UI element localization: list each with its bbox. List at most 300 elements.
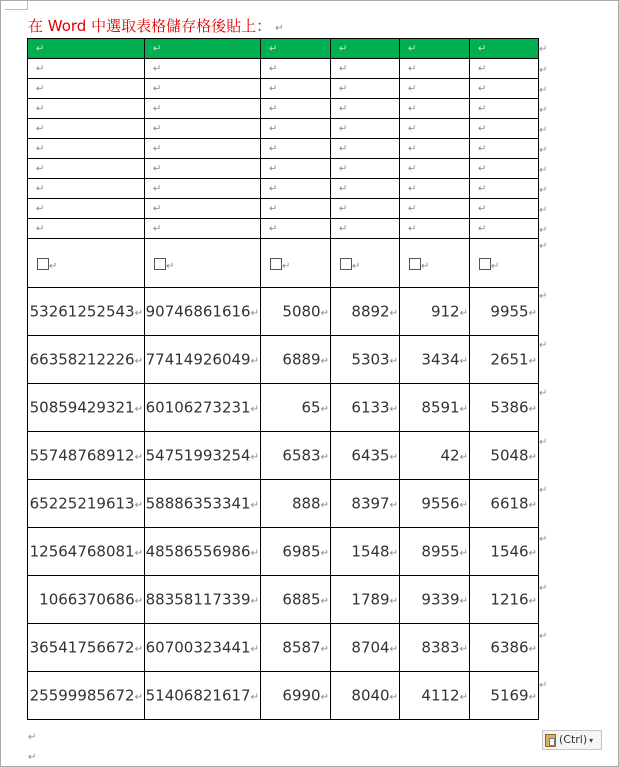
table-cell[interactable] xyxy=(261,576,331,624)
cell-mark-icon: ↵ xyxy=(153,183,162,194)
cell-mark-icon: ↵ xyxy=(320,404,329,416)
cell-mark-icon: ↵ xyxy=(134,452,143,464)
table-cell[interactable] xyxy=(145,219,261,239)
table-cell[interactable] xyxy=(28,672,145,720)
paragraph-mark-icon: ↵ xyxy=(28,732,37,743)
paste-options-button[interactable] xyxy=(542,730,602,750)
cell-value: 1546 xyxy=(490,542,529,561)
cell-mark-icon: ↵ xyxy=(339,123,348,134)
cell-mark-icon: ↵ xyxy=(528,548,537,560)
table-cell[interactable] xyxy=(28,288,145,336)
cell-mark-icon: ↵ xyxy=(153,163,162,174)
cell-value: 8704 xyxy=(351,638,390,657)
table-cell[interactable] xyxy=(261,99,331,119)
row-end-mark-icon: ↵ xyxy=(539,145,548,156)
cell-value: 48586556986 xyxy=(145,542,251,561)
row-end-mark-icon: ↵ xyxy=(539,241,548,252)
table-cell[interactable] xyxy=(400,239,470,288)
table-row[interactable] xyxy=(28,528,539,576)
cell-mark-icon: ↵ xyxy=(134,356,143,368)
cell-mark-icon: ↵ xyxy=(134,548,143,560)
table-cell[interactable] xyxy=(400,384,470,432)
table-cell[interactable] xyxy=(331,159,400,179)
table-cell[interactable] xyxy=(261,239,331,288)
document-title[interactable] xyxy=(28,13,283,39)
cell-mark-icon: ↵ xyxy=(389,548,398,560)
clipboard-icon xyxy=(545,734,556,747)
table-row[interactable] xyxy=(28,672,539,720)
table-cell[interactable] xyxy=(28,199,145,219)
cell-value: 8383 xyxy=(421,638,460,657)
table-header-row[interactable] xyxy=(28,39,539,59)
cell-value: 90746861616 xyxy=(145,302,251,321)
cell-mark-icon: ↵ xyxy=(339,203,348,214)
cell-mark-icon: ↵ xyxy=(153,123,162,134)
cell-value: 8397 xyxy=(351,494,390,513)
table-cell[interactable] xyxy=(470,624,539,672)
cell-value: 5386 xyxy=(490,398,529,417)
cell-mark-icon: ↵ xyxy=(250,308,259,320)
table-cell[interactable] xyxy=(145,79,261,99)
cell-mark-icon: ↵ xyxy=(250,692,259,704)
placeholder-box-icon xyxy=(270,258,282,270)
cell-value: 8892 xyxy=(351,302,390,321)
row-end-mark-icon: ↵ xyxy=(539,291,548,302)
table-row[interactable] xyxy=(28,99,539,119)
table-cell[interactable] xyxy=(331,199,400,219)
table-cell[interactable] xyxy=(331,336,400,384)
cell-mark-icon: ↵ xyxy=(408,103,417,114)
row-end-mark-icon: ↵ xyxy=(539,85,548,96)
table-cell[interactable] xyxy=(28,624,145,672)
table-row[interactable] xyxy=(28,199,539,219)
cell-mark-icon: ↵ xyxy=(282,260,291,272)
cell-mark-icon: ↵ xyxy=(320,644,329,656)
cell-mark-icon: ↵ xyxy=(320,548,329,560)
table-row[interactable] xyxy=(28,139,539,159)
table-row[interactable] xyxy=(28,288,539,336)
table-cell[interactable] xyxy=(470,159,539,179)
table-cell[interactable] xyxy=(28,576,145,624)
table-cell[interactable] xyxy=(331,528,400,576)
cell-mark-icon: ↵ xyxy=(153,103,162,114)
table-cell[interactable] xyxy=(400,672,470,720)
cell-mark-icon: ↵ xyxy=(320,500,329,512)
table-cell[interactable] xyxy=(331,179,400,199)
cell-value: 5080 xyxy=(282,302,321,321)
table-cell[interactable] xyxy=(28,79,145,99)
table-cell[interactable] xyxy=(28,528,145,576)
table-cell[interactable] xyxy=(145,384,261,432)
cell-mark-icon: ↵ xyxy=(153,43,162,54)
paste-options-label: (Ctrl) xyxy=(559,733,588,746)
cell-mark-icon: ↵ xyxy=(269,143,278,154)
row-end-mark-icon: ↵ xyxy=(539,534,548,545)
table-cell[interactable] xyxy=(145,199,261,219)
table-cell[interactable] xyxy=(331,59,400,79)
cell-mark-icon: ↵ xyxy=(408,163,417,174)
cell-mark-icon: ↵ xyxy=(320,356,329,368)
cell-mark-icon: ↵ xyxy=(459,356,468,368)
table-cell[interactable] xyxy=(331,239,400,288)
table-row[interactable] xyxy=(28,239,539,288)
table-cell[interactable] xyxy=(261,528,331,576)
cell-mark-icon: ↵ xyxy=(478,203,487,214)
cell-mark-icon: ↵ xyxy=(36,103,45,114)
table-cell[interactable] xyxy=(331,139,400,159)
table-cell[interactable] xyxy=(145,336,261,384)
table-cell[interactable] xyxy=(261,288,331,336)
table-cell[interactable] xyxy=(145,624,261,672)
cell-mark-icon: ↵ xyxy=(36,183,45,194)
table-cell[interactable] xyxy=(400,336,470,384)
cell-value: 3434 xyxy=(421,350,460,369)
table-cell[interactable] xyxy=(145,59,261,79)
cell-value: 36541756672 xyxy=(29,638,135,657)
cell-value: 9339 xyxy=(421,590,460,609)
cell-mark-icon: ↵ xyxy=(528,452,537,464)
cell-mark-icon: ↵ xyxy=(459,452,468,464)
table-cell[interactable] xyxy=(261,199,331,219)
table-cell[interactable] xyxy=(145,432,261,480)
table-cell[interactable] xyxy=(261,79,331,99)
row-end-mark-icon: ↵ xyxy=(539,485,548,497)
table-cell[interactable] xyxy=(400,219,470,239)
cell-value: 51406821617 xyxy=(145,686,251,705)
table-cell[interactable] xyxy=(28,119,145,139)
table-cell[interactable] xyxy=(145,119,261,139)
cell-value: 55748768912 xyxy=(29,446,135,465)
cell-value: 5169 xyxy=(490,686,529,705)
cell-value: 65 xyxy=(301,398,321,417)
cell-value: 6386 xyxy=(490,638,529,657)
table-cell[interactable] xyxy=(261,39,331,59)
table-cell[interactable] xyxy=(400,39,470,59)
table-cell[interactable] xyxy=(470,59,539,79)
cell-mark-icon: ↵ xyxy=(269,43,278,54)
caret-down-icon[interactable]: ▾ xyxy=(589,736,594,745)
row-end-mark-icon: ↵ xyxy=(539,165,548,176)
table-cell[interactable] xyxy=(145,480,261,528)
table-cell[interactable] xyxy=(28,432,145,480)
cell-value: 77414926049 xyxy=(145,350,251,369)
cell-mark-icon: ↵ xyxy=(459,548,468,560)
table-cell[interactable] xyxy=(400,480,470,528)
cell-mark-icon: ↵ xyxy=(36,163,45,174)
cell-value: 6618 xyxy=(490,494,529,513)
table-cell[interactable] xyxy=(470,384,539,432)
table-cell[interactable] xyxy=(145,528,261,576)
cell-mark-icon: ↵ xyxy=(250,596,259,608)
cell-value: 5303 xyxy=(351,350,390,369)
cell-value: 12564768081 xyxy=(29,542,135,561)
cell-mark-icon: ↵ xyxy=(389,644,398,656)
cell-mark-icon: ↵ xyxy=(134,644,143,656)
table-cell[interactable] xyxy=(400,288,470,336)
table-cell[interactable] xyxy=(470,99,539,119)
cell-mark-icon: ↵ xyxy=(408,203,417,214)
cell-mark-icon: ↵ xyxy=(352,260,361,272)
cell-mark-icon: ↵ xyxy=(339,183,348,194)
cell-mark-icon: ↵ xyxy=(528,500,537,512)
table-row[interactable] xyxy=(28,576,539,624)
table-row[interactable] xyxy=(28,119,539,139)
cell-mark-icon: ↵ xyxy=(134,404,143,416)
table-cell[interactable] xyxy=(28,219,145,239)
table-cell[interactable] xyxy=(400,159,470,179)
cell-mark-icon: ↵ xyxy=(166,260,175,272)
table-cell[interactable] xyxy=(331,480,400,528)
table-row[interactable] xyxy=(28,159,539,179)
cell-value: 1789 xyxy=(351,590,390,609)
row-end-mark-icon: ↵ xyxy=(539,65,548,76)
table-cell[interactable] xyxy=(470,528,539,576)
cell-mark-icon: ↵ xyxy=(153,223,162,234)
cell-mark-icon: ↵ xyxy=(36,123,45,134)
cell-value: 1216 xyxy=(490,590,529,609)
table-cell[interactable] xyxy=(261,432,331,480)
table-cell[interactable] xyxy=(331,79,400,99)
table-cell[interactable] xyxy=(331,672,400,720)
cell-mark-icon: ↵ xyxy=(528,308,537,320)
cell-mark-icon: ↵ xyxy=(36,223,45,234)
cell-mark-icon: ↵ xyxy=(320,452,329,464)
cell-mark-icon: ↵ xyxy=(421,260,430,272)
cell-mark-icon: ↵ xyxy=(389,452,398,464)
cell-mark-icon: ↵ xyxy=(134,596,143,608)
table-cell[interactable] xyxy=(261,139,331,159)
table-cell[interactable] xyxy=(400,79,470,99)
cell-mark-icon: ↵ xyxy=(389,692,398,704)
cell-mark-icon: ↵ xyxy=(408,63,417,74)
table-cell[interactable] xyxy=(145,179,261,199)
table-row[interactable] xyxy=(28,624,539,672)
cell-mark-icon: ↵ xyxy=(269,183,278,194)
table-row[interactable] xyxy=(28,336,539,384)
table-cell[interactable] xyxy=(145,39,261,59)
table-cell[interactable] xyxy=(470,119,539,139)
row-end-mark-icon: ↵ xyxy=(539,44,548,55)
row-end-mark-icon: ↵ xyxy=(539,679,548,691)
table-cell[interactable] xyxy=(261,384,331,432)
table-cell[interactable] xyxy=(28,39,145,59)
table-row[interactable] xyxy=(28,384,539,432)
table-cell[interactable] xyxy=(470,179,539,199)
table-cell[interactable] xyxy=(331,99,400,119)
table-cell[interactable] xyxy=(331,432,400,480)
cell-mark-icon: ↵ xyxy=(320,308,329,320)
table-cell[interactable] xyxy=(145,99,261,119)
cell-value: 8040 xyxy=(351,686,390,705)
cell-mark-icon: ↵ xyxy=(408,123,417,134)
paragraph-mark-icon: ↵ xyxy=(28,752,37,763)
table-cell[interactable] xyxy=(145,239,261,288)
cell-value: 6985 xyxy=(282,542,321,561)
table-cell[interactable] xyxy=(400,199,470,219)
table-cell[interactable] xyxy=(261,59,331,79)
table-cell[interactable] xyxy=(400,432,470,480)
table-cell[interactable] xyxy=(470,39,539,59)
data-table[interactable] xyxy=(27,38,539,720)
cell-mark-icon: ↵ xyxy=(478,223,487,234)
placeholder-box-icon xyxy=(409,258,421,270)
table-cell[interactable] xyxy=(261,672,331,720)
cell-mark-icon: ↵ xyxy=(250,356,259,368)
paragraph-mark-icon: ↵ xyxy=(275,23,284,34)
table-cell[interactable] xyxy=(145,139,261,159)
table-row[interactable] xyxy=(28,179,539,199)
table-cell[interactable] xyxy=(400,119,470,139)
row-end-mark-icon: ↵ xyxy=(539,582,548,594)
table-cell[interactable] xyxy=(331,384,400,432)
cell-value: 66358212226 xyxy=(29,350,135,369)
cell-value: 5048 xyxy=(490,446,529,465)
table-cell[interactable] xyxy=(331,576,400,624)
row-end-mark-icon: ↵ xyxy=(539,125,548,136)
table-cell[interactable] xyxy=(28,59,145,79)
table-row[interactable] xyxy=(28,432,539,480)
table-cell[interactable] xyxy=(261,119,331,139)
cell-mark-icon: ↵ xyxy=(491,260,500,272)
table-cell[interactable] xyxy=(470,480,539,528)
cell-value: 4112 xyxy=(421,686,460,705)
table-row[interactable] xyxy=(28,219,539,239)
cell-mark-icon: ↵ xyxy=(459,692,468,704)
table-cell[interactable] xyxy=(145,576,261,624)
table-cell[interactable] xyxy=(470,336,539,384)
table-cell[interactable] xyxy=(28,99,145,119)
cell-value: 1548 xyxy=(351,542,390,561)
table-cell[interactable] xyxy=(28,239,145,288)
cell-mark-icon: ↵ xyxy=(153,83,162,94)
cell-mark-icon: ↵ xyxy=(250,644,259,656)
table-cell[interactable] xyxy=(470,576,539,624)
table-cell[interactable] xyxy=(331,219,400,239)
table-cell[interactable] xyxy=(28,139,145,159)
table-cell[interactable] xyxy=(470,139,539,159)
cell-value: 8955 xyxy=(421,542,460,561)
table-cell[interactable] xyxy=(261,480,331,528)
table-cell[interactable] xyxy=(261,219,331,239)
table-cell[interactable] xyxy=(400,179,470,199)
cell-mark-icon: ↵ xyxy=(153,203,162,214)
cell-mark-icon: ↵ xyxy=(478,163,487,174)
cell-mark-icon: ↵ xyxy=(339,223,348,234)
table-row[interactable] xyxy=(28,59,539,79)
cell-value: 54751993254 xyxy=(145,446,251,465)
table-cell[interactable] xyxy=(28,480,145,528)
table-cell[interactable] xyxy=(331,39,400,59)
cell-mark-icon: ↵ xyxy=(408,223,417,234)
table-cell[interactable] xyxy=(331,288,400,336)
cell-mark-icon: ↵ xyxy=(36,143,45,154)
cell-value: 1066370686 xyxy=(39,590,135,609)
cell-mark-icon: ↵ xyxy=(478,123,487,134)
placeholder-box-icon xyxy=(340,258,352,270)
table-cell[interactable] xyxy=(28,179,145,199)
cell-mark-icon: ↵ xyxy=(389,500,398,512)
cell-value: 58886353341 xyxy=(145,494,251,513)
cell-mark-icon: ↵ xyxy=(478,63,487,74)
cell-mark-icon: ↵ xyxy=(269,123,278,134)
table-cell[interactable] xyxy=(400,139,470,159)
placeholder-box-icon xyxy=(37,258,49,270)
table-cell[interactable] xyxy=(470,79,539,99)
table-cell[interactable] xyxy=(145,672,261,720)
cell-value: 8591 xyxy=(421,398,460,417)
table-cell[interactable] xyxy=(400,576,470,624)
cell-mark-icon: ↵ xyxy=(134,500,143,512)
cell-mark-icon: ↵ xyxy=(339,143,348,154)
table-cell[interactable] xyxy=(261,179,331,199)
table-cell[interactable] xyxy=(470,199,539,219)
cell-value: 9556 xyxy=(421,494,460,513)
cell-mark-icon: ↵ xyxy=(459,500,468,512)
cell-mark-icon: ↵ xyxy=(250,404,259,416)
cell-mark-icon: ↵ xyxy=(250,452,259,464)
table-cell[interactable] xyxy=(470,432,539,480)
table-cell[interactable] xyxy=(28,159,145,179)
row-end-mark-icon: ↵ xyxy=(539,631,548,643)
page-corner-marker xyxy=(5,1,28,10)
cell-mark-icon: ↵ xyxy=(36,83,45,94)
cell-value: 9955 xyxy=(490,302,529,321)
row-end-mark-icon: ↵ xyxy=(539,388,548,400)
table-cell[interactable] xyxy=(400,99,470,119)
cell-mark-icon: ↵ xyxy=(320,596,329,608)
cell-mark-icon: ↵ xyxy=(459,596,468,608)
word-table[interactable] xyxy=(27,38,539,720)
table-cell[interactable] xyxy=(470,288,539,336)
table-cell[interactable] xyxy=(400,624,470,672)
table-cell[interactable] xyxy=(28,336,145,384)
cell-value: 2651 xyxy=(490,350,529,369)
cell-mark-icon: ↵ xyxy=(339,63,348,74)
table-cell[interactable] xyxy=(28,384,145,432)
cell-value: 6885 xyxy=(282,590,321,609)
cell-value: 6990 xyxy=(282,686,321,705)
table-cell[interactable] xyxy=(331,624,400,672)
table-cell[interactable] xyxy=(261,624,331,672)
cell-mark-icon: ↵ xyxy=(269,223,278,234)
table-cell[interactable] xyxy=(470,672,539,720)
table-cell[interactable] xyxy=(145,288,261,336)
cell-mark-icon: ↵ xyxy=(389,404,398,416)
cell-value: 6583 xyxy=(282,446,321,465)
placeholder-box-icon xyxy=(479,258,491,270)
table-cell[interactable] xyxy=(261,336,331,384)
cell-mark-icon: ↵ xyxy=(250,500,259,512)
table-row[interactable] xyxy=(28,480,539,528)
cell-mark-icon: ↵ xyxy=(408,183,417,194)
cell-mark-icon: ↵ xyxy=(478,143,487,154)
table-cell[interactable] xyxy=(470,239,539,288)
table-cell[interactable] xyxy=(261,159,331,179)
table-cell[interactable] xyxy=(470,219,539,239)
cell-mark-icon: ↵ xyxy=(269,163,278,174)
table-cell[interactable] xyxy=(400,528,470,576)
table-cell[interactable] xyxy=(145,159,261,179)
cell-value: 912 xyxy=(430,302,460,321)
cell-mark-icon: ↵ xyxy=(408,83,417,94)
cell-mark-icon: ↵ xyxy=(36,43,45,54)
table-cell[interactable] xyxy=(400,59,470,79)
cell-value: 6889 xyxy=(282,350,321,369)
table-cell[interactable] xyxy=(331,119,400,139)
table-row[interactable] xyxy=(28,79,539,99)
row-end-mark-icon: ↵ xyxy=(539,185,548,196)
cell-value: 8587 xyxy=(282,638,321,657)
